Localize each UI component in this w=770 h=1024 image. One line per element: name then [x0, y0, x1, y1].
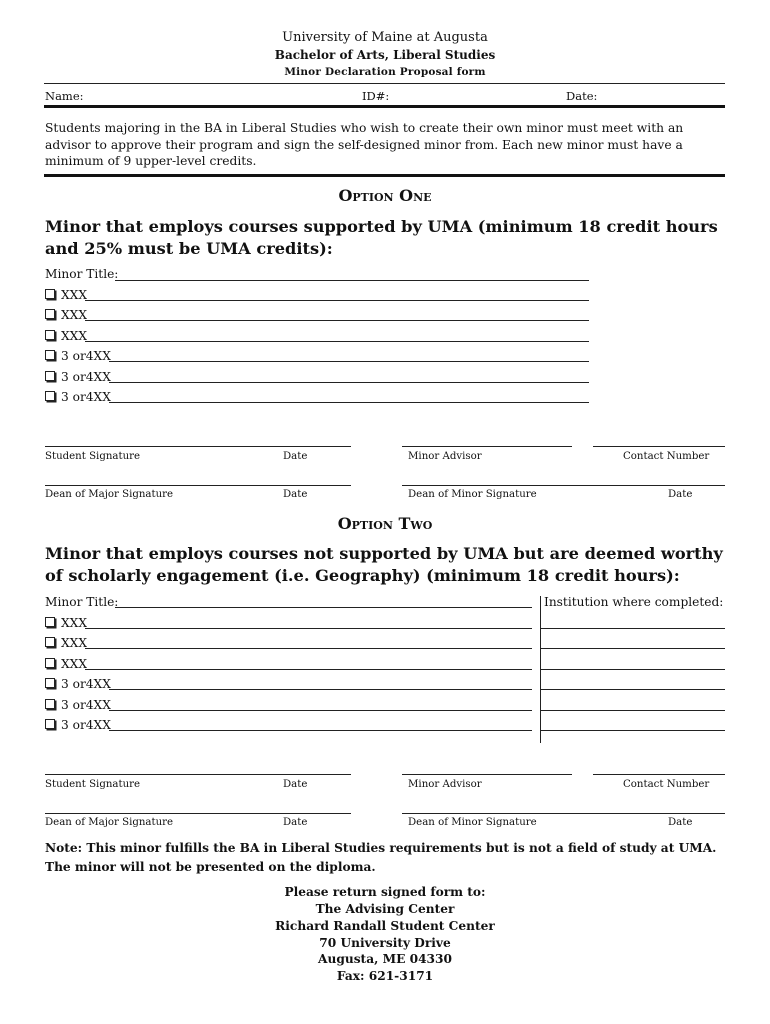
intro-divider	[44, 174, 725, 177]
checkbox[interactable]	[45, 637, 55, 647]
dean-minor-signature-line[interactable]	[402, 813, 725, 814]
contact-number-label: Contact Number	[623, 451, 710, 462]
date-label: Date	[668, 817, 693, 828]
form-title: Minor Declaration Proposal form	[284, 66, 486, 78]
course-row[interactable]: 3 or4XX	[45, 678, 111, 690]
institution-input[interactable]	[541, 689, 725, 690]
intro-text: Students majoring in the BA in Liberal Studies who wish to create their own minor must meet with an advisor to approve their program and sign the self-designed minor from. Each new minor must have a minimum of 9 upper-level credits.	[45, 121, 684, 168]
note-text: Note: This minor fulfills the BA in Liberal Studies requirements but is not a field of study at UMA. The minor will not be presented on the diploma.	[45, 841, 717, 874]
minor-title-label: Minor Title:	[45, 595, 119, 609]
course-input[interactable]	[109, 689, 532, 690]
minor-advisor-label: Minor Advisor	[408, 451, 482, 462]
institution-input[interactable]	[541, 730, 725, 731]
course-row[interactable]: XXX	[45, 658, 87, 670]
dean-minor-signature-line[interactable]	[402, 485, 725, 486]
date-label: Date	[668, 489, 693, 500]
dean-major-signature-line[interactable]	[45, 813, 351, 814]
date-label: Date	[283, 817, 308, 828]
course-row[interactable]: XXX	[45, 330, 87, 342]
checkbox[interactable]	[45, 678, 55, 688]
minor-title-label: Minor Title:	[45, 267, 119, 281]
option-two-title: Minor that employs courses not supported by UMA but are deemed worthy of scholarly engagement (i.e. Geography) (minimum 18 credit hours):	[45, 544, 723, 585]
contact-number-label: Contact Number	[623, 779, 710, 790]
option-one-heading: Option One	[338, 186, 432, 205]
minor-advisor-label: Minor Advisor	[408, 779, 482, 790]
course-input[interactable]	[109, 402, 589, 403]
course-row[interactable]: XXX	[45, 637, 87, 649]
checkbox[interactable]	[45, 658, 55, 668]
student-signature-line[interactable]	[45, 774, 351, 775]
street-address: 70 University Drive	[319, 936, 451, 950]
date-label: Date	[283, 489, 308, 500]
checkbox[interactable]	[45, 371, 55, 381]
institution-input[interactable]	[541, 710, 725, 711]
course-row[interactable]: XXX	[45, 617, 87, 629]
checkbox[interactable]	[45, 617, 55, 627]
course-input[interactable]	[85, 341, 589, 342]
student-signature-line[interactable]	[45, 446, 351, 447]
checkbox[interactable]	[45, 719, 55, 729]
checkbox[interactable]	[45, 350, 55, 360]
header-divider	[44, 83, 725, 84]
course-input[interactable]	[85, 320, 589, 321]
contact-number-line[interactable]	[593, 774, 725, 775]
id-label: ID#:	[362, 89, 390, 103]
checkbox[interactable]	[45, 309, 55, 319]
dean-major-signature-line[interactable]	[45, 485, 351, 486]
university-name: University of Maine at Augusta	[282, 30, 488, 45]
course-input[interactable]	[85, 628, 532, 629]
institution-label: Institution where completed:	[544, 595, 724, 609]
institution-input[interactable]	[541, 628, 725, 629]
date-label: Date:	[566, 89, 598, 103]
student-signature-label: Student Signature	[45, 451, 141, 462]
option-two-heading: Option Two	[337, 514, 433, 533]
contact-number-line[interactable]	[593, 446, 725, 447]
fax-number: Fax: 621-3171	[336, 969, 434, 983]
dean-major-signature-label: Dean of Major Signature	[45, 817, 174, 828]
course-input[interactable]	[85, 669, 532, 670]
minor-title-input[interactable]	[115, 607, 532, 608]
course-row[interactable]: 3 or4XX	[45, 719, 111, 731]
course-input[interactable]	[109, 710, 532, 711]
student-signature-label: Student Signature	[45, 779, 141, 790]
dean-major-signature-label: Dean of Major Signature	[45, 489, 174, 500]
advising-center: The Advising Center	[315, 902, 455, 916]
return-instruction: Please return signed form to:	[284, 885, 486, 899]
minor-advisor-line[interactable]	[402, 446, 572, 447]
program-title: Bachelor of Arts, Liberal Studies	[274, 48, 496, 62]
course-input[interactable]	[85, 300, 589, 301]
institution-input[interactable]	[541, 669, 725, 670]
name-label: Name:	[45, 89, 84, 103]
course-input[interactable]	[109, 382, 589, 383]
course-row[interactable]: 3 or4XX	[45, 699, 111, 711]
info-row-field[interactable]	[44, 105, 725, 108]
student-center: Richard Randall Student Center	[275, 919, 495, 933]
course-input[interactable]	[109, 361, 589, 362]
course-input[interactable]	[109, 730, 532, 731]
dean-minor-signature-label: Dean of Minor Signature	[408, 817, 537, 828]
date-label: Date	[283, 779, 308, 790]
course-row[interactable]: XXX	[45, 309, 87, 321]
city-state-zip: Augusta, ME 04330	[318, 952, 452, 966]
checkbox[interactable]	[45, 699, 55, 709]
course-row[interactable]: 3 or4XX	[45, 391, 111, 403]
checkbox[interactable]	[45, 289, 55, 299]
option-one-title: Minor that employs courses supported by UMA (minimum 18 credit hours and 25% must be UMA credits):	[45, 217, 718, 258]
institution-input[interactable]	[541, 648, 725, 649]
minor-advisor-line[interactable]	[402, 774, 572, 775]
course-row[interactable]: XXX	[45, 289, 87, 301]
course-row[interactable]: 3 or4XX	[45, 371, 111, 383]
date-label: Date	[283, 451, 308, 462]
checkbox[interactable]	[45, 391, 55, 401]
dean-minor-signature-label: Dean of Minor Signature	[408, 489, 537, 500]
course-input[interactable]	[85, 648, 532, 649]
checkbox[interactable]	[45, 330, 55, 340]
minor-title-input[interactable]	[115, 280, 589, 281]
course-row[interactable]: 3 or4XX	[45, 350, 111, 362]
